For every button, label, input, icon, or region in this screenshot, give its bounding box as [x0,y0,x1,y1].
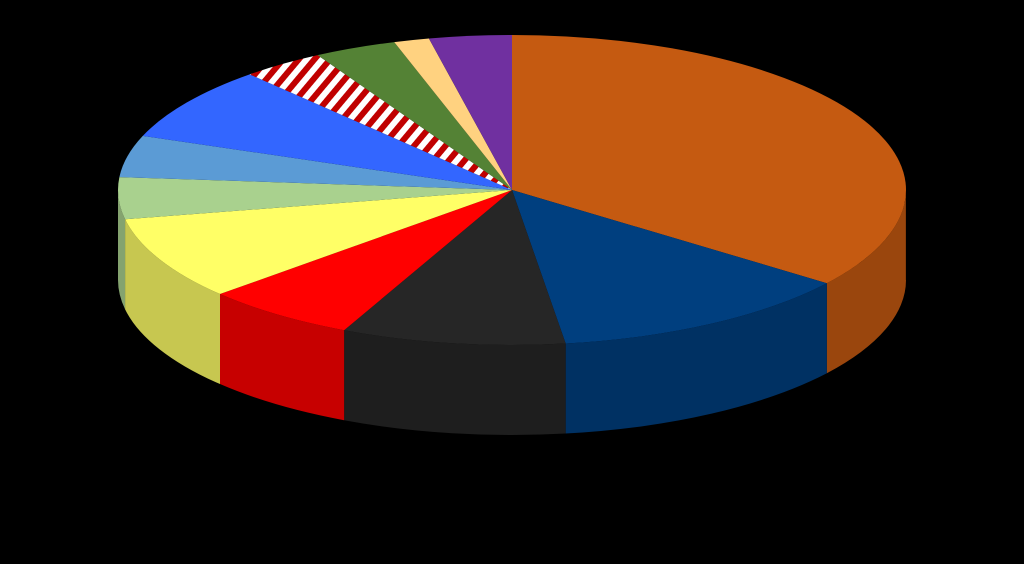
pie-tops [118,35,906,345]
pie-slice-side-3 [344,330,566,435]
